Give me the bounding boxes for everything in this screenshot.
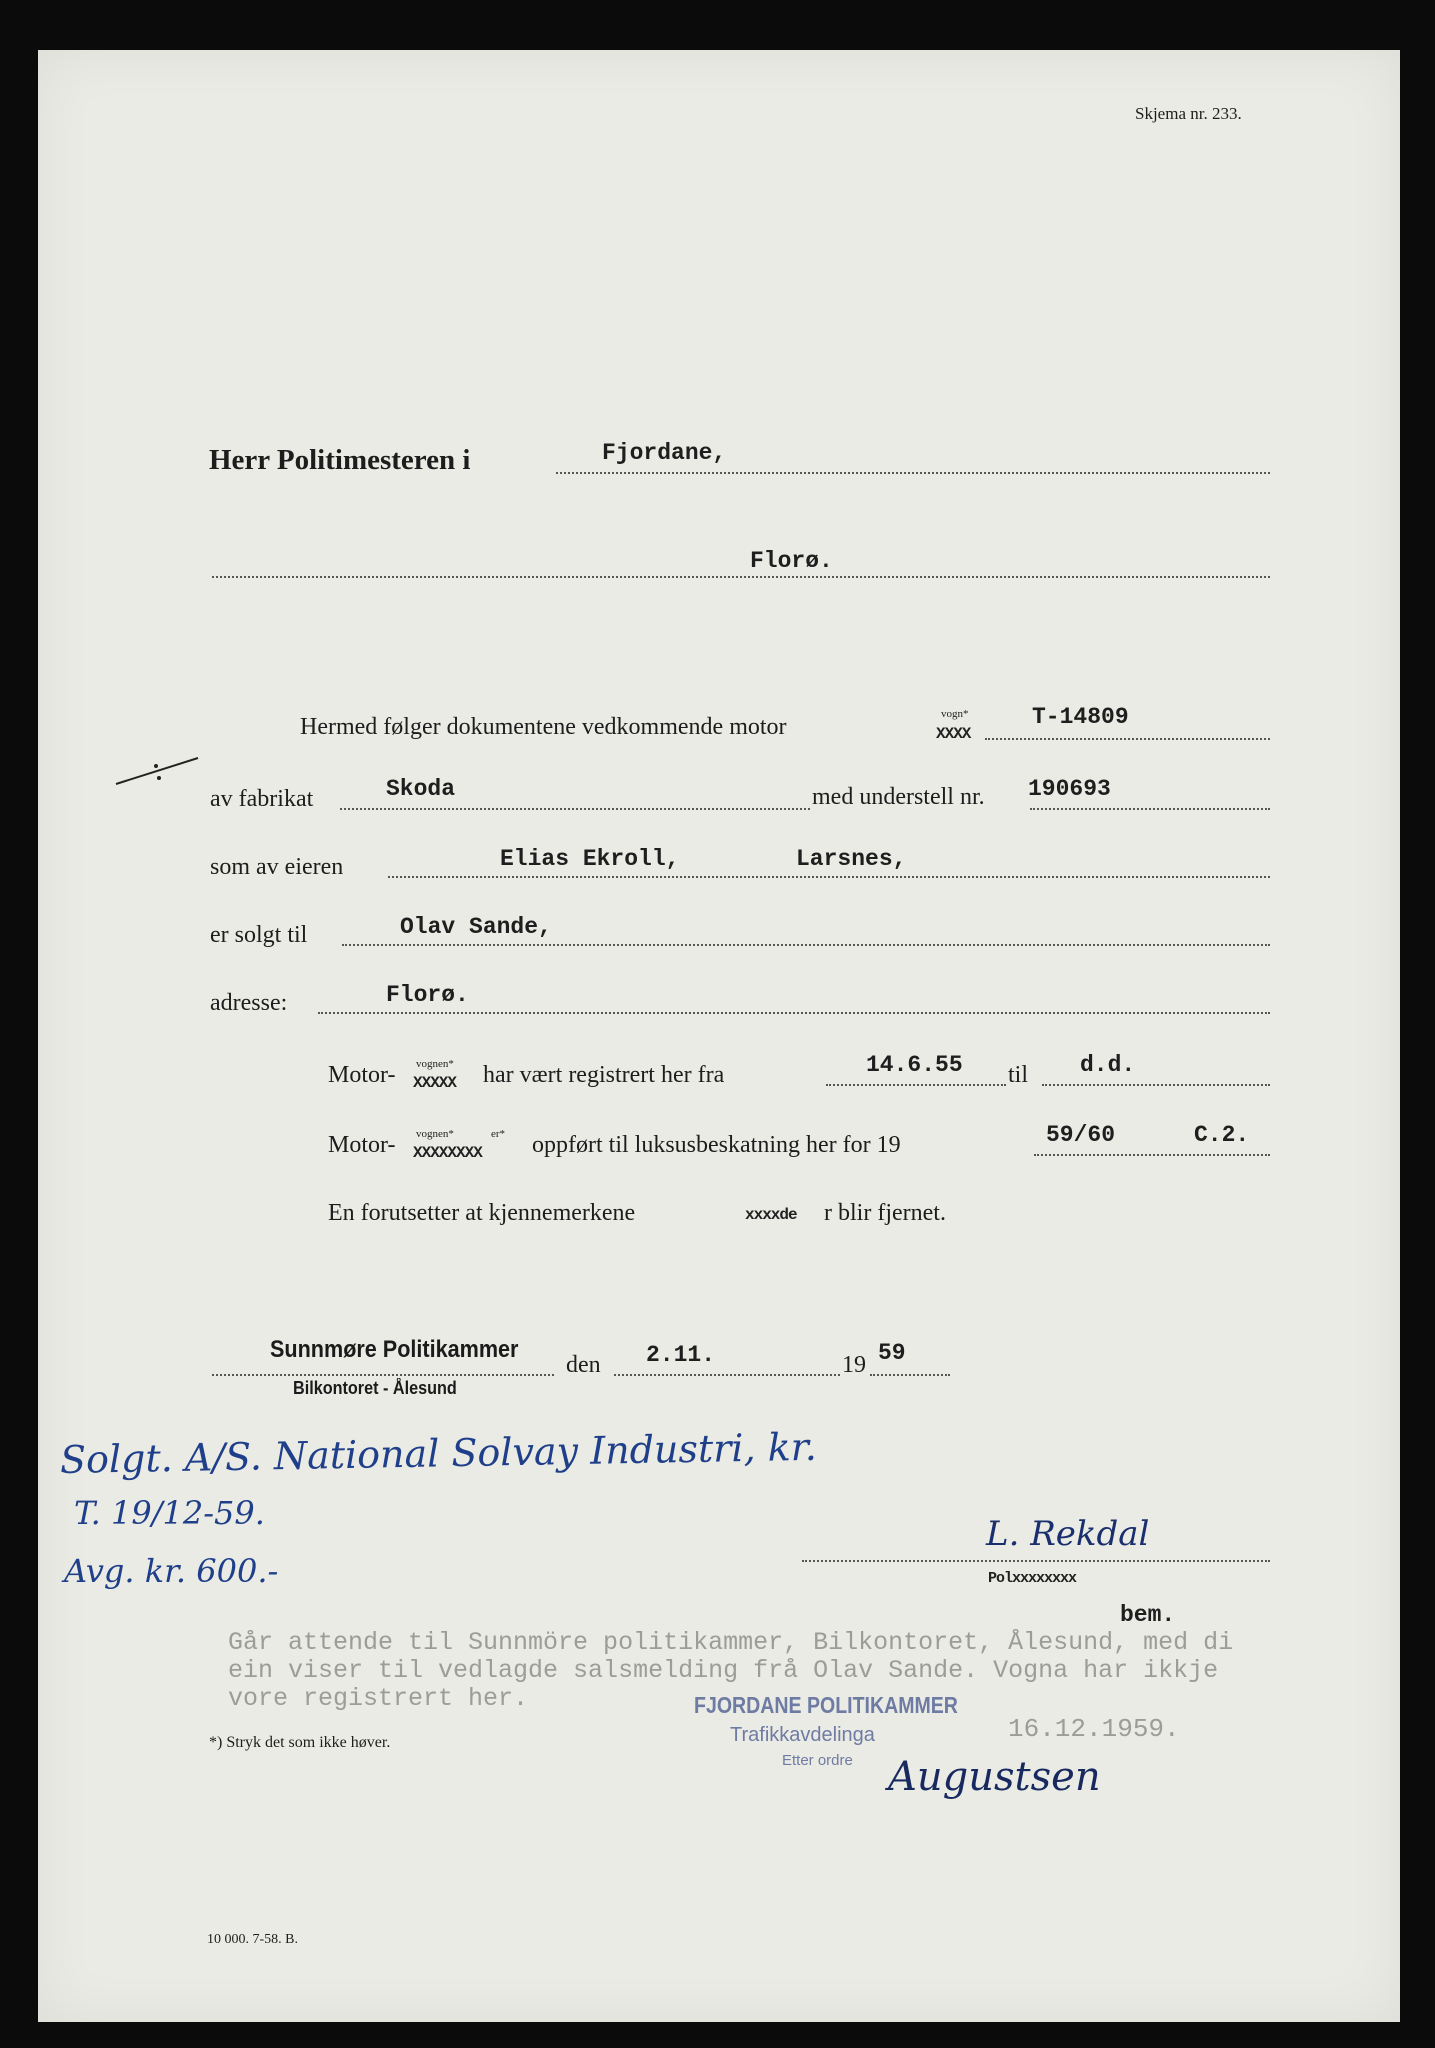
handwritten-date-note: T. 19/12-59. (74, 1494, 265, 1532)
dotted-line (870, 1374, 950, 1376)
handwritten-fee-note: Avg. kr. 600.- (64, 1552, 279, 1590)
return-note-line1: Går attende til Sunnmöre politikammer, Bilkontoret, Ålesund, med di (228, 1628, 1234, 1657)
tax-statement: oppført til luksusbeskatning her for 19 (532, 1132, 901, 1158)
title-value: bem. (1120, 1602, 1176, 1628)
return-date-value: 16.12.1959. (1008, 1714, 1180, 1744)
dotted-line (1034, 1154, 1270, 1156)
dotted-line (340, 808, 810, 810)
make-label: av fabrikat (210, 786, 314, 812)
fjordane-stamp-line1: FJORDANE POLITIKAMMER (694, 1692, 958, 1718)
dotted-line (985, 738, 1270, 740)
dotted-line (1042, 1084, 1270, 1086)
superscript: vogn* (941, 708, 969, 720)
return-signature: Augustsen (888, 1754, 1101, 1800)
superscript: vognen* (416, 1058, 454, 1070)
documents-statement: Hermed følger dokumentene vedkommende motor (300, 714, 787, 740)
date-label: den (566, 1352, 601, 1378)
district-value: Fjordane, (602, 440, 727, 466)
plates-statement-end: r blir fjernet. (824, 1200, 946, 1226)
dotted-line (342, 944, 1270, 946)
issuing-stamp-line2: Bilkontoret - Ålesund (293, 1378, 457, 1398)
struck-title: Polxxxxxxxx (988, 1570, 1077, 1587)
signature-line (802, 1560, 1270, 1562)
fjordane-stamp-line3: Etter ordre (782, 1752, 853, 1769)
buyer-address-value: Florø. (386, 982, 469, 1008)
chassis-label: med understell nr. (812, 784, 985, 810)
buyer-label: er solgt til (210, 922, 308, 948)
make-value: Skoda (386, 776, 456, 802)
chassis-value: 190693 (1028, 776, 1111, 802)
struck-text: XXXXX (413, 1074, 457, 1092)
print-code: 10 000. 7-58. B. (207, 1932, 298, 1947)
fjordane-stamp-line2: Trafikkavdelinga (730, 1724, 875, 1746)
city-value: Florø. (750, 548, 833, 574)
return-note-line2: ein viser til vedlagde salsmelding frå Olav Sande. Vogna har ikkje (228, 1656, 1219, 1685)
return-note-line3: vore registrert her. (228, 1684, 529, 1713)
dotted-line (614, 1374, 840, 1376)
owner-value: Elias Ekroll, (500, 846, 680, 872)
issue-date-value: 2.11. (646, 1342, 716, 1368)
struck-text: XXXX (936, 725, 971, 743)
dotted-line (388, 876, 1270, 878)
tax-class-value: C.2. (1194, 1122, 1250, 1148)
pen-dot (154, 764, 158, 768)
handwritten-sold-note: Solgt. A/S. National Solvay Industri, kr. (59, 1424, 818, 1482)
footnote: *) Stryk det som ikke høver. (209, 1734, 391, 1751)
form-number: Skjema nr. 233. (1135, 104, 1242, 123)
pen-dot (157, 776, 161, 780)
registered-to-value: d.d. (1080, 1052, 1136, 1078)
struck-text: xxxxde (745, 1206, 797, 1224)
issuing-stamp-line1: Sunnmøre Politikammer (270, 1336, 519, 1363)
plates-statement: En forutsetter at kjennemerkene (328, 1200, 636, 1226)
owner-label: som av eieren (210, 854, 344, 880)
dotted-line (318, 1012, 1270, 1014)
address-label: adresse: (210, 990, 288, 1016)
dotted-line (212, 1374, 554, 1376)
registration-prefix: Motor- (328, 1062, 396, 1088)
registered-to-label: til (1008, 1062, 1029, 1088)
dotted-line (826, 1084, 1006, 1086)
dotted-line (1030, 808, 1270, 810)
superscript: vognen* (416, 1128, 454, 1140)
addressee-heading: Herr Politimesteren i (209, 444, 471, 476)
buyer-value: Olav Sande, (400, 914, 552, 940)
dotted-line (212, 576, 1270, 578)
tax-prefix: Motor- (328, 1132, 396, 1158)
registered-from-value: 14.6.55 (866, 1052, 963, 1078)
margin-pen-mark (112, 752, 202, 792)
issue-year-value: 59 (878, 1340, 906, 1366)
registration-value: T-14809 (1032, 704, 1129, 730)
pen-stroke (116, 758, 198, 784)
document-page (38, 50, 1400, 2022)
dotted-line (556, 472, 1270, 474)
owner-place-value: Larsnes, (796, 846, 907, 872)
tax-year-value: 59/60 (1046, 1122, 1116, 1148)
official-signature: L. Rekdal (986, 1514, 1150, 1554)
registration-statement: har vært registrert her fra (483, 1062, 725, 1088)
superscript: er* (491, 1128, 506, 1140)
year-prefix: 19 (842, 1352, 866, 1378)
struck-text: XXXXXXXX (413, 1144, 482, 1162)
